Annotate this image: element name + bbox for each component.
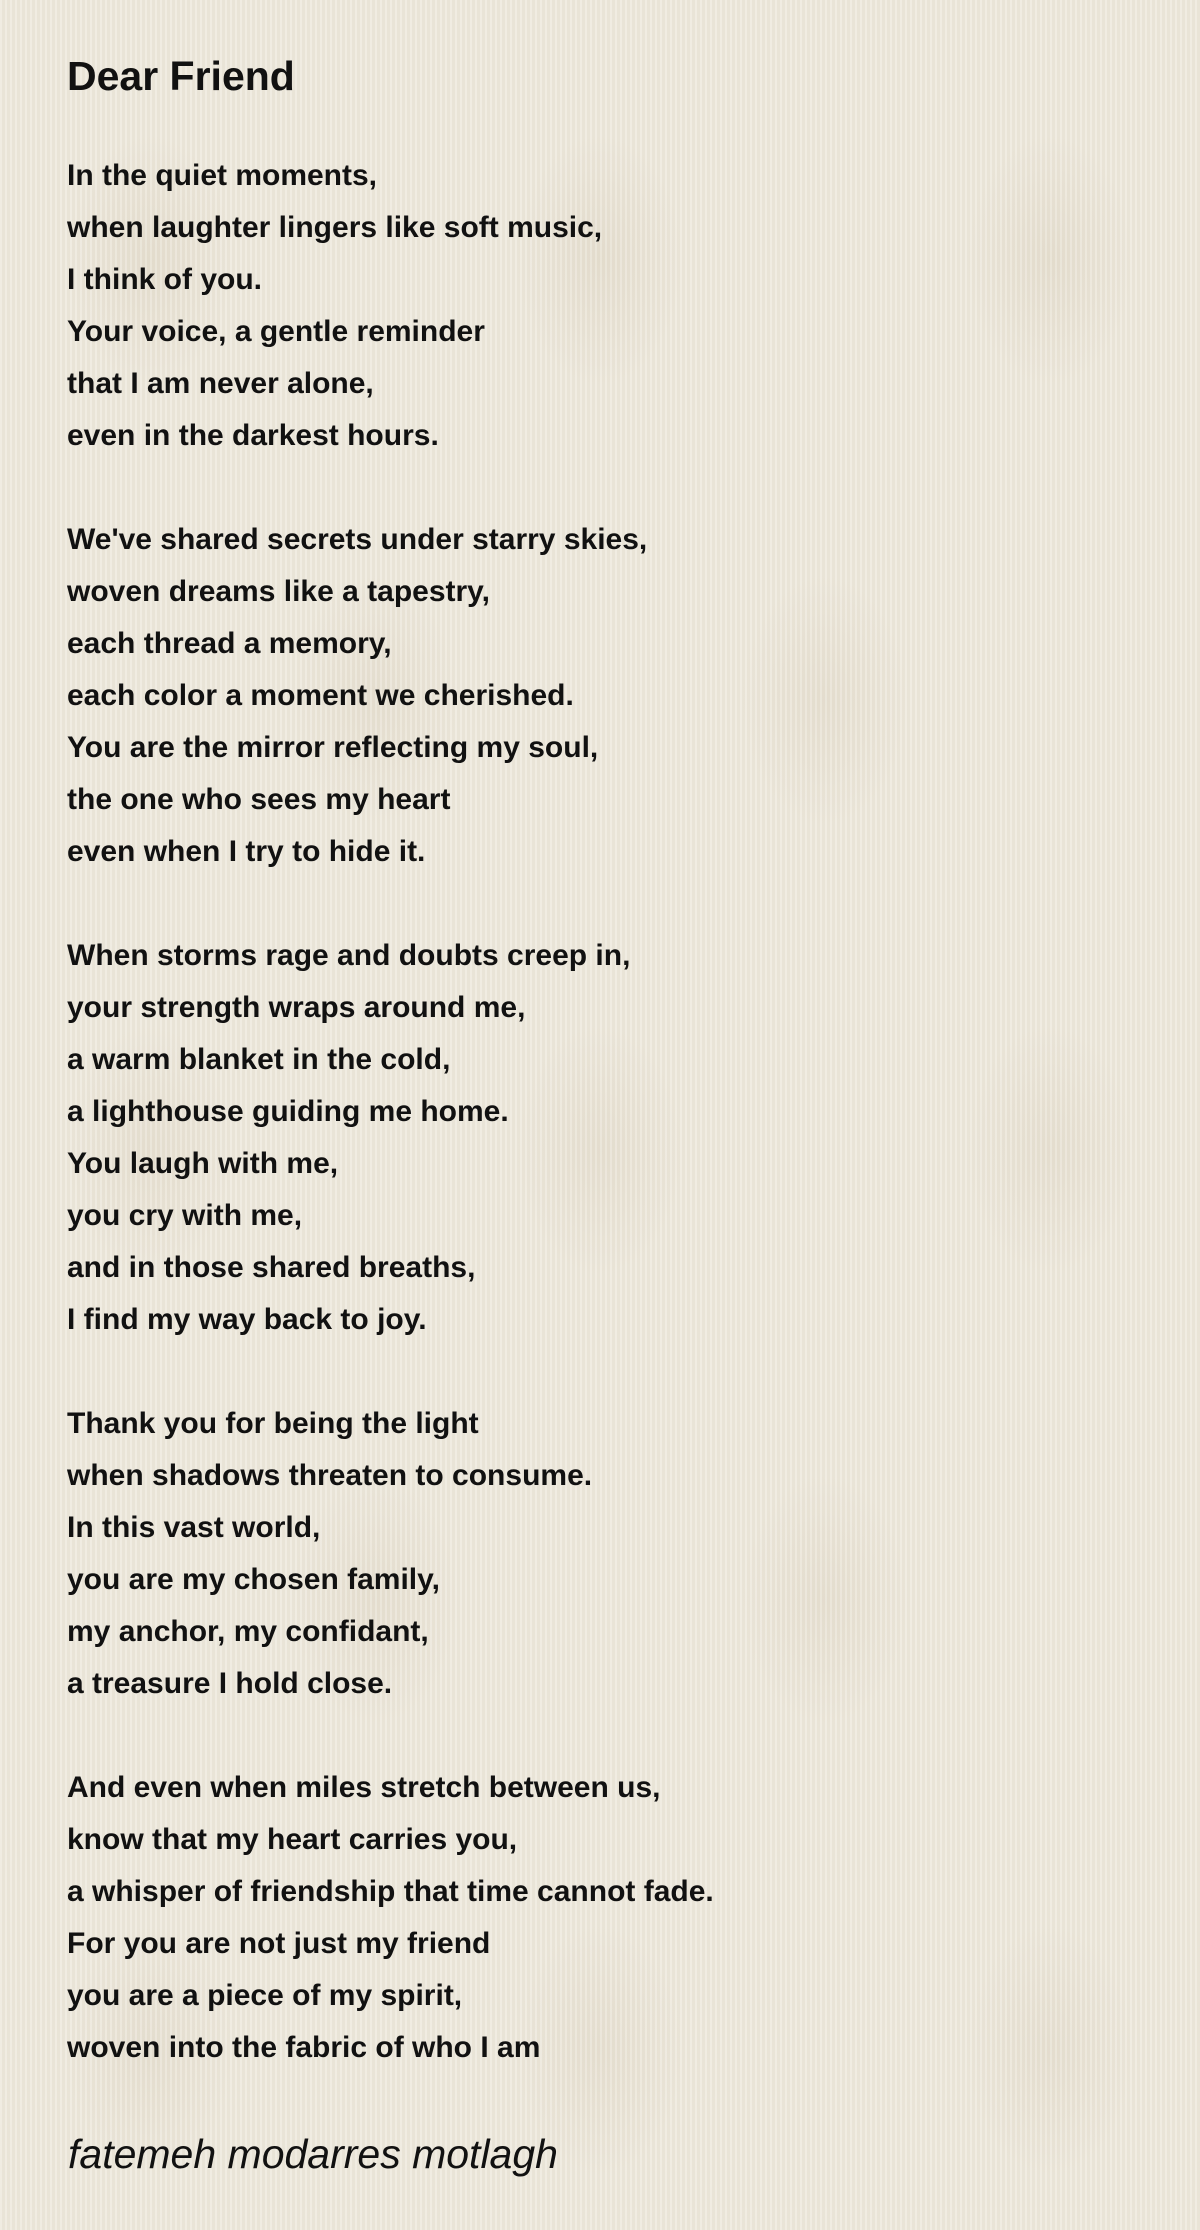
poem-line: the one who sees my heart <box>67 783 451 816</box>
poem-body <box>67 150 714 2126</box>
poem-line: and in those shared breaths, <box>67 1251 476 1284</box>
poem-line: Thank you for being the light <box>67 1407 479 1440</box>
poem-line: You laugh with me, <box>67 1147 339 1180</box>
poem-line: In this vast world, <box>67 1511 321 1544</box>
poem-line: that I am never alone, <box>67 367 374 400</box>
poem-line: know that my heart carries you, <box>67 1823 518 1856</box>
poem-line: each thread a memory, <box>67 627 392 660</box>
poem-line: You are the mirror reflecting my soul, <box>67 731 599 764</box>
poem-line: For you are not just my friend <box>67 1927 491 1960</box>
poem-title: Dear Friend <box>67 53 295 99</box>
poem-line: I find my way back to joy. <box>67 1303 427 1336</box>
poem-line: when shadows threaten to consume. <box>67 1459 593 1492</box>
poem-line: you cry with me, <box>67 1199 303 1232</box>
poem-line: you are a piece of my spirit, <box>67 1979 463 2012</box>
stanza <box>67 150 714 462</box>
poem-line: a treasure I hold close. <box>67 1667 393 1700</box>
poem-line: I think of you. <box>67 263 262 296</box>
poem-line: woven dreams like a tapestry, <box>67 575 490 608</box>
stanza <box>67 1762 714 2074</box>
poem-author: fatemeh modarres motlagh <box>68 2131 558 2177</box>
poem-line: When storms rage and doubts creep in, <box>67 939 631 972</box>
poem-line: a lighthouse guiding me home. <box>67 1095 509 1128</box>
poem-line: even in the darkest hours. <box>67 419 439 452</box>
poem-line: woven into the fabric of who I am <box>67 2031 541 2064</box>
stanza <box>67 1398 714 1710</box>
poem-line: you are my chosen family, <box>67 1563 440 1596</box>
poem-line: when laughter lingers like soft music, <box>67 211 603 244</box>
poem-line: In the quiet moments, <box>67 159 378 192</box>
poem-line: a warm blanket in the cold, <box>67 1043 451 1076</box>
stanza <box>67 930 714 1346</box>
poem-line: your strength wraps around me, <box>67 991 526 1024</box>
poem-line: a whisper of friendship that time cannot fade. <box>67 1875 714 1908</box>
poem-line: Your voice, a gentle reminder <box>67 315 485 348</box>
poem-line: We've shared secrets under starry skies, <box>67 523 648 556</box>
poem-line: And even when miles stretch between us, <box>67 1771 661 1804</box>
stanza <box>67 514 714 878</box>
poem-line: each color a moment we cherished. <box>67 679 574 712</box>
poem-line: even when I try to hide it. <box>67 835 426 868</box>
poem-line: my anchor, my confidant, <box>67 1615 429 1648</box>
